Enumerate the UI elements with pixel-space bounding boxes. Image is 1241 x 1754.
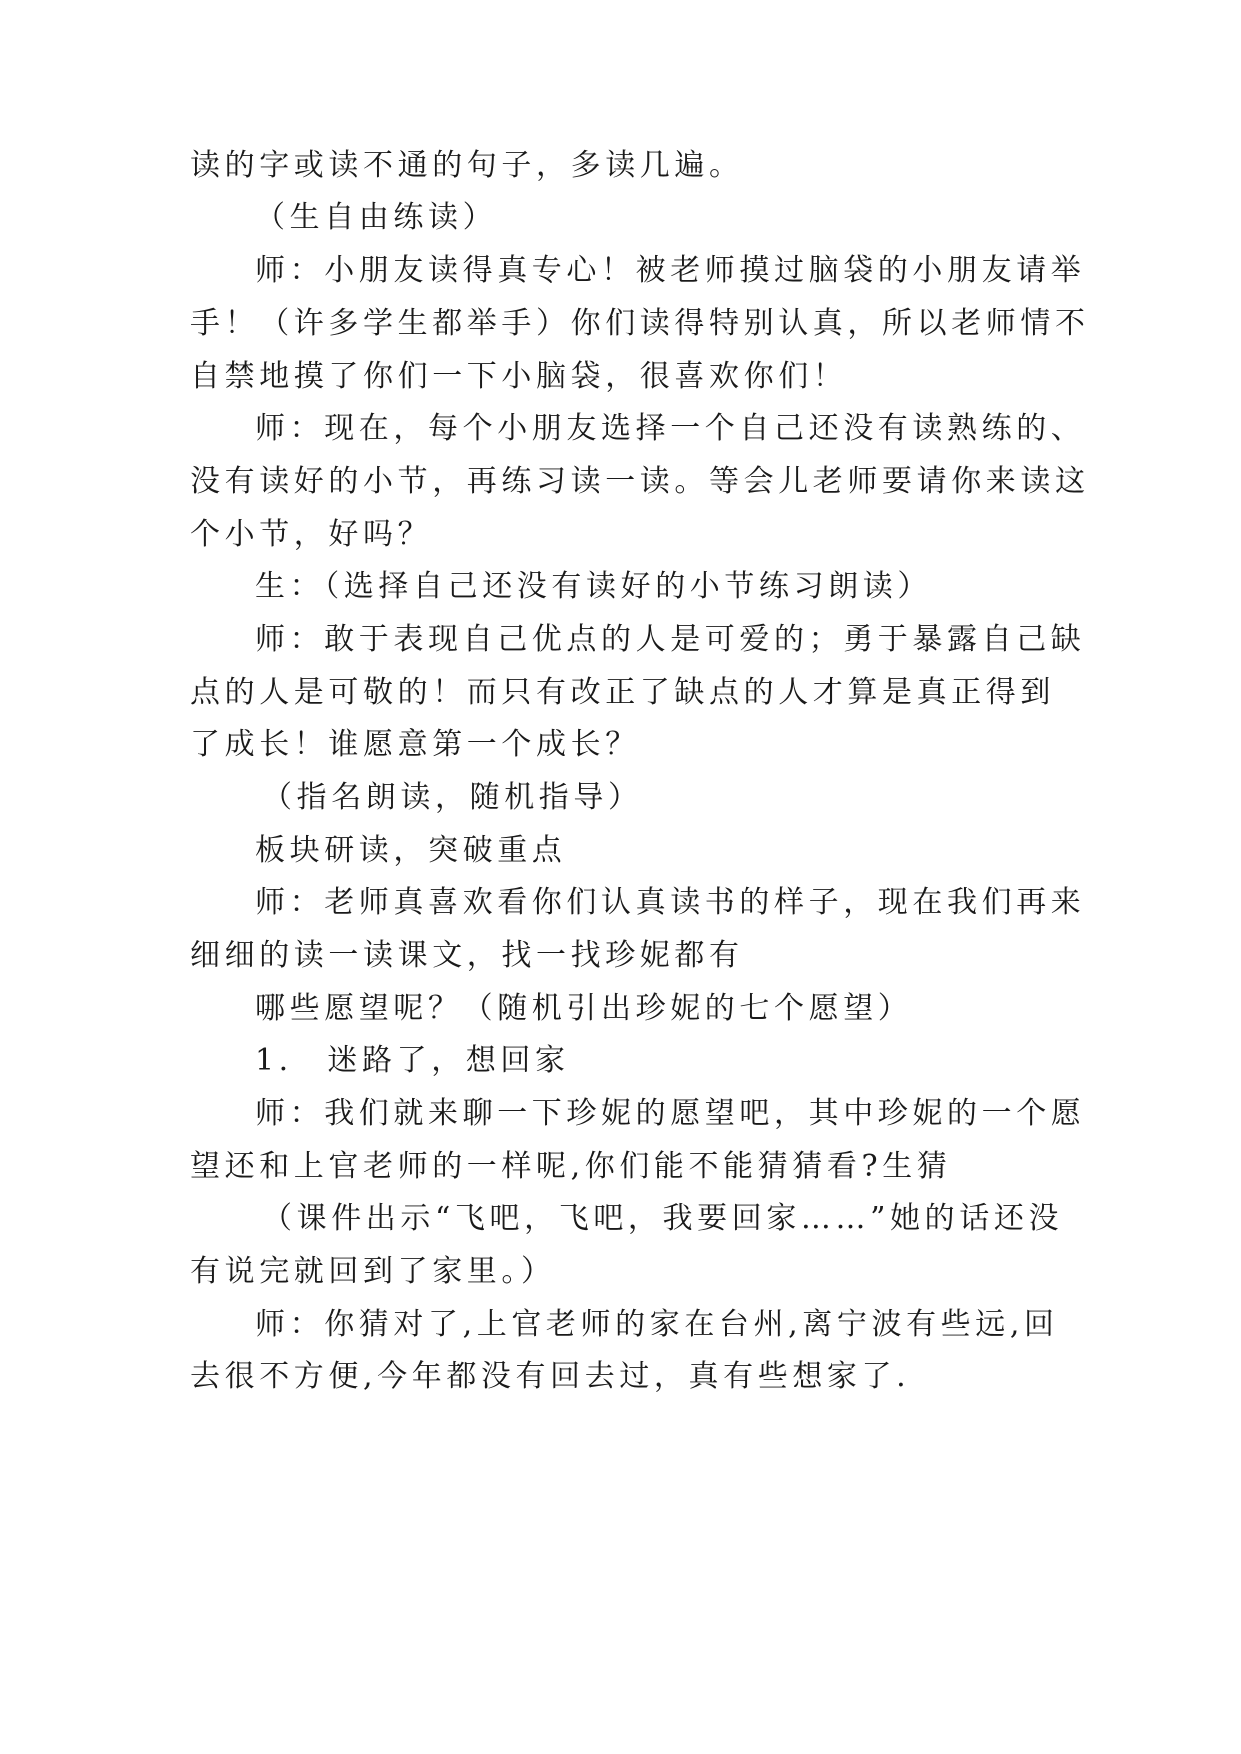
text-line: 点的人是可敬的！而只有改正了缺点的人才算是真正得到 <box>190 675 1055 710</box>
text-line: 哪些愿望呢？（随机引出珍妮的七个愿望） <box>255 991 913 1026</box>
text-line: 没有读好的小节，再练习读一读。等会儿老师要请你来读这 <box>190 464 1090 499</box>
numbered-item: 1. 迷路了，想回家 <box>255 1043 570 1078</box>
text-line: （课件出示“飞吧，飞吧，我要回家……”她的话还没 <box>262 1201 1064 1236</box>
text-line: （生自由练读） <box>255 200 498 235</box>
text-line: 自禁地摸了你们一下小脑袋，很喜欢你们！ <box>190 359 848 394</box>
text-line: 师：敢于表现自己优点的人是可爱的；勇于暴露自己缺 <box>255 622 1086 657</box>
text-line: 了成长！谁愿意第一个成长？ <box>190 727 640 762</box>
text-line: 读的字或读不通的句子，多读几遍。 <box>190 148 744 183</box>
text-line: 望还和上官老师的一样呢,你们能不能猜猜看?生猜 <box>190 1149 952 1184</box>
text-line: 个小节，好吗？ <box>190 517 433 552</box>
text-line: 师：你猜对了,上官老师的家在台州,离宁波有些远,回 <box>255 1307 1059 1342</box>
text-line: 师：老师真喜欢看你们认真读书的样子，现在我们再来 <box>255 885 1086 920</box>
text-line: 手！（许多学生都举手）你们读得特别认真，所以老师情不 <box>190 306 1090 341</box>
text-line: 师：我们就来聊一下珍妮的愿望吧，其中珍妮的一个愿 <box>255 1096 1086 1131</box>
text-line: 去很不方便,今年都没有回去过，真有些想家了. <box>190 1359 911 1394</box>
text-line: 师：小朋友读得真专心！被老师摸过脑袋的小朋友请举 <box>255 253 1086 288</box>
text-line: 有说完就回到了家里。） <box>190 1254 556 1289</box>
text-line: 师：现在，每个小朋友选择一个自己还没有读熟练的、 <box>255 411 1086 446</box>
text-line: 生：（选择自己还没有读好的小节练习朗读） <box>255 569 932 604</box>
section-heading: 板块研读，突破重点 <box>255 833 567 868</box>
text-line: （指名朗读，随机指导） <box>262 780 643 815</box>
text-line: 细细的读一读课文，找一找珍妮都有 <box>190 938 744 973</box>
